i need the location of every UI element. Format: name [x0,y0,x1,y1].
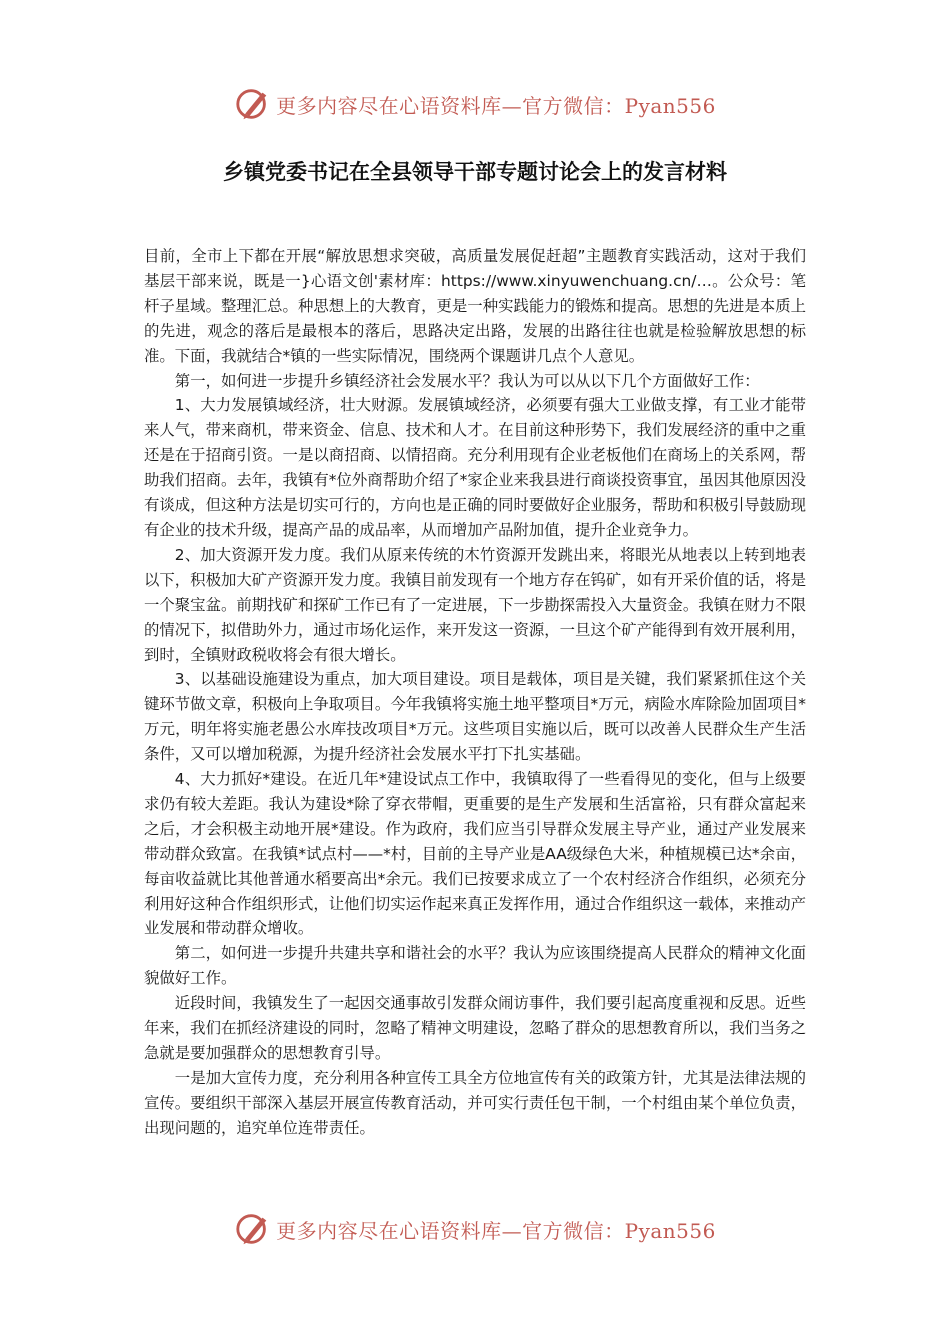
paragraph-intro: 目前，全市上下都在开展“解放思想求突破，高质量发展促赶超”主题教育实践活动，这对于我们基层干部来说，既是一}心语文创'素材库：https://www.xinyuwenchuang.cn/…。公众号：笔杆子星域。整理汇总。种思想上的大教育，更是一种实践能力的锻炼和提高。思想的先进是本质上的先进，观念的落后是最根本的落后，思路决定出路，发展的出路往往也就是检验解放思想的标准。下面，我就结合*镇的一些实际情况，围绕两个课题讲几点个人意见。 [144,247,806,365]
watermark-text: 更多内容尽在心语资料库—官方微信：Pyan556 [276,93,716,118]
document-title: 乡镇党委书记在全县领导干部专题讨论会上的发言材料 [223,160,727,184]
paragraph-point-2: 2、加大资源开发力度。我们从原来传统的木竹资源开发跳出来，将眼光从地表以上转到地表以下，积极加大矿产资源开发力度。我镇目前发现有一个地方存在钨矿，如有开采价值的话，将是一个聚宝盆。前期找矿和探矿工作已有了一定进展，下一步勘探需投入大量资金。我镇在财力不限的情况下，拟借助外力，通过市场化运作，来开发这一资源，一旦这个矿产能得到有效开展利用，到时，全镇财政税收将会有很大增长。 [144,545,806,664]
paragraph-point-1: 1、大力发展镇域经济，壮大财源。发展镇域经济，必须要有强大工业做支撑，有工业才能带来人气，带来商机，带来资金、信息、技术和人才。在目前这种形势下，我们发展经济的重中之重还是在于招商引资。一是以商招商、以情招商。充分利用现有企业老板他们在商场上的关系网，帮助我们招商。去年，我镇有*位外商帮助介绍了*家企业来我县进行商谈投资事宜，虽因其他原因没有谈成，但这种方法是切实可行的，方向也是正确的同时要做好企业服务，帮助和积极引导鼓励现有企业的技术升级，提高产品的成品率，从而增加产品附加值，提升企业竞争力。 [144,396,806,539]
paragraph-point-4: 4、大力抓好*建设。在近几年*建设试点工作中，我镇取得了一些看得见的变化，但与上级要求仍有较大差距。我认为建设*除了穿衣带帽，更重要的是生产发展和生活富裕，只有群众富起来之后，才会积极主动地开展*建设。作为政府，我们应当引导群众发展主导产业，通过产业发展来带动群众致富。在我镇*试点村——*村，目前的主导产业是AA级绿色大米，种植规模已达*余亩，每亩收益就比其他普通水稻要高出*余元。我们已按要求成立了一个农村经济合作组织，必须充分利用好这种合作组织形式，让他们切实运作起来真正发挥作用，通过合作组织这一载体，来推动产业发展和带动群众增收。 [144,770,806,938]
paragraph-recent-events: 近段时间，我镇发生了一起因交通事故引发群众闹访事件，我们要引起高度重视和反思。近些年来，我们在抓经济建设的同时，忽略了精神文明建设，忽略了群众的思想教育所以，我们当务之急就是要加强群众的思想教育引导。 [144,994,806,1062]
paragraph-section-1-heading: 第一，如何进一步提升乡镇经济社会发展水平？我认为可以从以下几个方面做好工作： [174,371,760,390]
paragraph-section-2-heading: 第二，如何进一步提升共建共享和谐社会的水平？我认为应该围绕提高人民群众的精神文化面貌做好工作。 [144,944,806,988]
pen-circle-logo-icon [234,85,272,123]
paragraph-publicity: 一是加大宣传力度，充分利用各种宣传工具全方位地宣传有关的政策方针，尤其是法律法规的宣传。要组织干部深入基层开展宣传教育活动，并可实行责任包干制，一个村组由某个单位负责，出现问题的，追究单位连带责任。 [144,1068,806,1137]
header-watermark [0,84,950,124]
paragraph-point-3: 3、以基础设施建设为重点，加大项目建设。项目是载体，项目是关键，我们紧紧抓住这个关键环节做文章，积极向上争取项目。今年我镇将实施土地平整项目*万元，病险水库除险加固项目*万元，明年将实施老愚公水库技改项目*万元。这些项目实施以后，既可以改善人民群众生产生活条件，又可以增加税源，为提升经济社会发展水平打下扎实基础。 [144,670,806,764]
pen-circle-logo-icon [234,1210,272,1248]
footer-watermark [0,1209,950,1249]
document-body [144,244,806,1141]
watermark-text: 更多内容尽在心语资料库—官方微信：Pyan556 [276,1218,716,1243]
